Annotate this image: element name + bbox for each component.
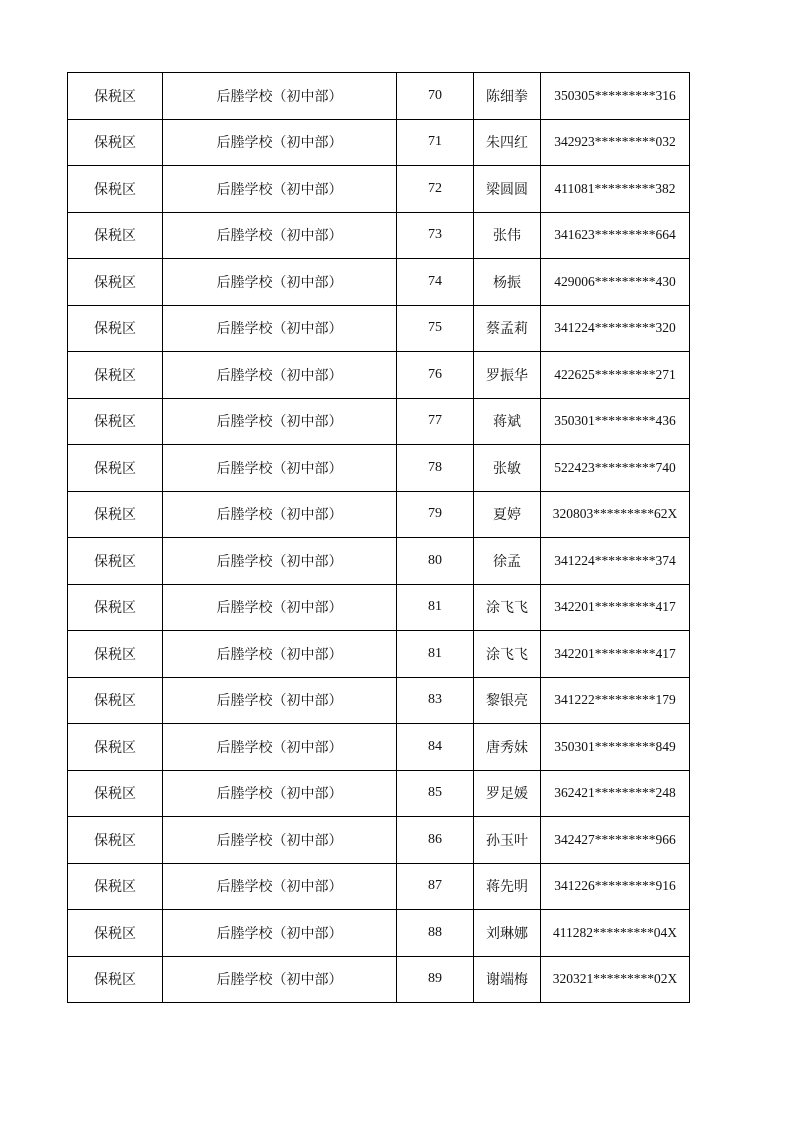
table-row: [68, 724, 690, 771]
name-cell: 蔡孟莉: [474, 305, 541, 352]
school-cell: 后塍学校（初中部）: [163, 910, 397, 957]
district-cell: 保税区: [68, 770, 163, 817]
name-cell: 孙玉叶: [474, 817, 541, 864]
school-cell: 后塍学校（初中部）: [163, 817, 397, 864]
table-row: [68, 770, 690, 817]
id-number-cell: 350301*********849: [541, 724, 690, 771]
name-cell: 涂飞飞: [474, 631, 541, 678]
table-row: [68, 259, 690, 306]
name-cell: 梁圆圆: [474, 166, 541, 213]
id-number-cell: 350301*********436: [541, 398, 690, 445]
index-cell: 73: [397, 212, 474, 259]
district-cell: 保税区: [68, 491, 163, 538]
district-cell: 保税区: [68, 212, 163, 259]
index-cell: 84: [397, 724, 474, 771]
id-number-cell: 411081*********382: [541, 166, 690, 213]
name-cell: 张伟: [474, 212, 541, 259]
district-cell: 保税区: [68, 677, 163, 724]
district-cell: 保税区: [68, 631, 163, 678]
table-row: [68, 305, 690, 352]
district-cell: 保税区: [68, 724, 163, 771]
table-row: [68, 584, 690, 631]
table-row: [68, 119, 690, 166]
index-cell: 87: [397, 863, 474, 910]
name-cell: 陈细拳: [474, 73, 541, 120]
district-cell: 保税区: [68, 817, 163, 864]
index-cell: 89: [397, 956, 474, 1003]
table-row: [68, 352, 690, 399]
id-number-cell: 341623*********664: [541, 212, 690, 259]
school-cell: 后塍学校（初中部）: [163, 863, 397, 910]
district-cell: 保税区: [68, 863, 163, 910]
index-cell: 86: [397, 817, 474, 864]
school-cell: 后塍学校（初中部）: [163, 724, 397, 771]
table-row: [68, 538, 690, 585]
id-number-cell: 320803*********62X: [541, 491, 690, 538]
id-number-cell: 341222*********179: [541, 677, 690, 724]
school-cell: 后塍学校（初中部）: [163, 770, 397, 817]
table-row: [68, 863, 690, 910]
name-cell: 谢端梅: [474, 956, 541, 1003]
table-row: [68, 166, 690, 213]
id-number-cell: 342427*********966: [541, 817, 690, 864]
district-cell: 保税区: [68, 119, 163, 166]
index-cell: 74: [397, 259, 474, 306]
district-cell: 保税区: [68, 259, 163, 306]
id-number-cell: 341226*********916: [541, 863, 690, 910]
district-cell: 保税区: [68, 584, 163, 631]
school-cell: 后塍学校（初中部）: [163, 956, 397, 1003]
school-cell: 后塍学校（初中部）: [163, 398, 397, 445]
district-cell: 保税区: [68, 305, 163, 352]
id-number-cell: 429006*********430: [541, 259, 690, 306]
name-cell: 涂飞飞: [474, 584, 541, 631]
name-cell: 蒋斌: [474, 398, 541, 445]
id-number-cell: 341224*********374: [541, 538, 690, 585]
id-number-cell: 411282*********04X: [541, 910, 690, 957]
index-cell: 75: [397, 305, 474, 352]
name-cell: 徐孟: [474, 538, 541, 585]
index-cell: 77: [397, 398, 474, 445]
roster-table-body: [68, 73, 690, 1003]
district-cell: 保税区: [68, 398, 163, 445]
name-cell: 罗振华: [474, 352, 541, 399]
index-cell: 78: [397, 445, 474, 492]
district-cell: 保税区: [68, 73, 163, 120]
district-cell: 保税区: [68, 910, 163, 957]
table-row: [68, 445, 690, 492]
school-cell: 后塍学校（初中部）: [163, 677, 397, 724]
school-cell: 后塍学校（初中部）: [163, 445, 397, 492]
index-cell: 71: [397, 119, 474, 166]
index-cell: 83: [397, 677, 474, 724]
id-number-cell: 422625*********271: [541, 352, 690, 399]
index-cell: 72: [397, 166, 474, 213]
table-row: [68, 910, 690, 957]
school-cell: 后塍学校（初中部）: [163, 631, 397, 678]
name-cell: 张敏: [474, 445, 541, 492]
id-number-cell: 342923*********032: [541, 119, 690, 166]
name-cell: 蒋先明: [474, 863, 541, 910]
school-cell: 后塍学校（初中部）: [163, 73, 397, 120]
school-cell: 后塍学校（初中部）: [163, 584, 397, 631]
roster-table: [67, 72, 690, 1003]
id-number-cell: 341224*********320: [541, 305, 690, 352]
district-cell: 保税区: [68, 956, 163, 1003]
school-cell: 后塍学校（初中部）: [163, 212, 397, 259]
school-cell: 后塍学校（初中部）: [163, 305, 397, 352]
district-cell: 保税区: [68, 352, 163, 399]
table-row: [68, 398, 690, 445]
table-row: [68, 73, 690, 120]
district-cell: 保税区: [68, 538, 163, 585]
index-cell: 85: [397, 770, 474, 817]
name-cell: 罗足媛: [474, 770, 541, 817]
name-cell: 黎银亮: [474, 677, 541, 724]
school-cell: 后塍学校（初中部）: [163, 259, 397, 306]
table-row: [68, 956, 690, 1003]
id-number-cell: 350305*********316: [541, 73, 690, 120]
name-cell: 刘琳娜: [474, 910, 541, 957]
name-cell: 杨振: [474, 259, 541, 306]
school-cell: 后塍学校（初中部）: [163, 166, 397, 213]
name-cell: 唐秀妹: [474, 724, 541, 771]
index-cell: 81: [397, 584, 474, 631]
id-number-cell: 522423*********740: [541, 445, 690, 492]
school-cell: 后塍学校（初中部）: [163, 352, 397, 399]
name-cell: 朱四红: [474, 119, 541, 166]
table-row: [68, 212, 690, 259]
district-cell: 保税区: [68, 166, 163, 213]
table-row: [68, 817, 690, 864]
table-row: [68, 491, 690, 538]
index-cell: 80: [397, 538, 474, 585]
table-row: [68, 677, 690, 724]
school-cell: 后塍学校（初中部）: [163, 491, 397, 538]
id-number-cell: 342201*********417: [541, 631, 690, 678]
school-cell: 后塍学校（初中部）: [163, 538, 397, 585]
index-cell: 88: [397, 910, 474, 957]
name-cell: 夏婷: [474, 491, 541, 538]
school-cell: 后塍学校（初中部）: [163, 119, 397, 166]
id-number-cell: 320321*********02X: [541, 956, 690, 1003]
index-cell: 81: [397, 631, 474, 678]
id-number-cell: 342201*********417: [541, 584, 690, 631]
index-cell: 70: [397, 73, 474, 120]
district-cell: 保税区: [68, 445, 163, 492]
index-cell: 76: [397, 352, 474, 399]
table-row: [68, 631, 690, 678]
id-number-cell: 362421*********248: [541, 770, 690, 817]
index-cell: 79: [397, 491, 474, 538]
